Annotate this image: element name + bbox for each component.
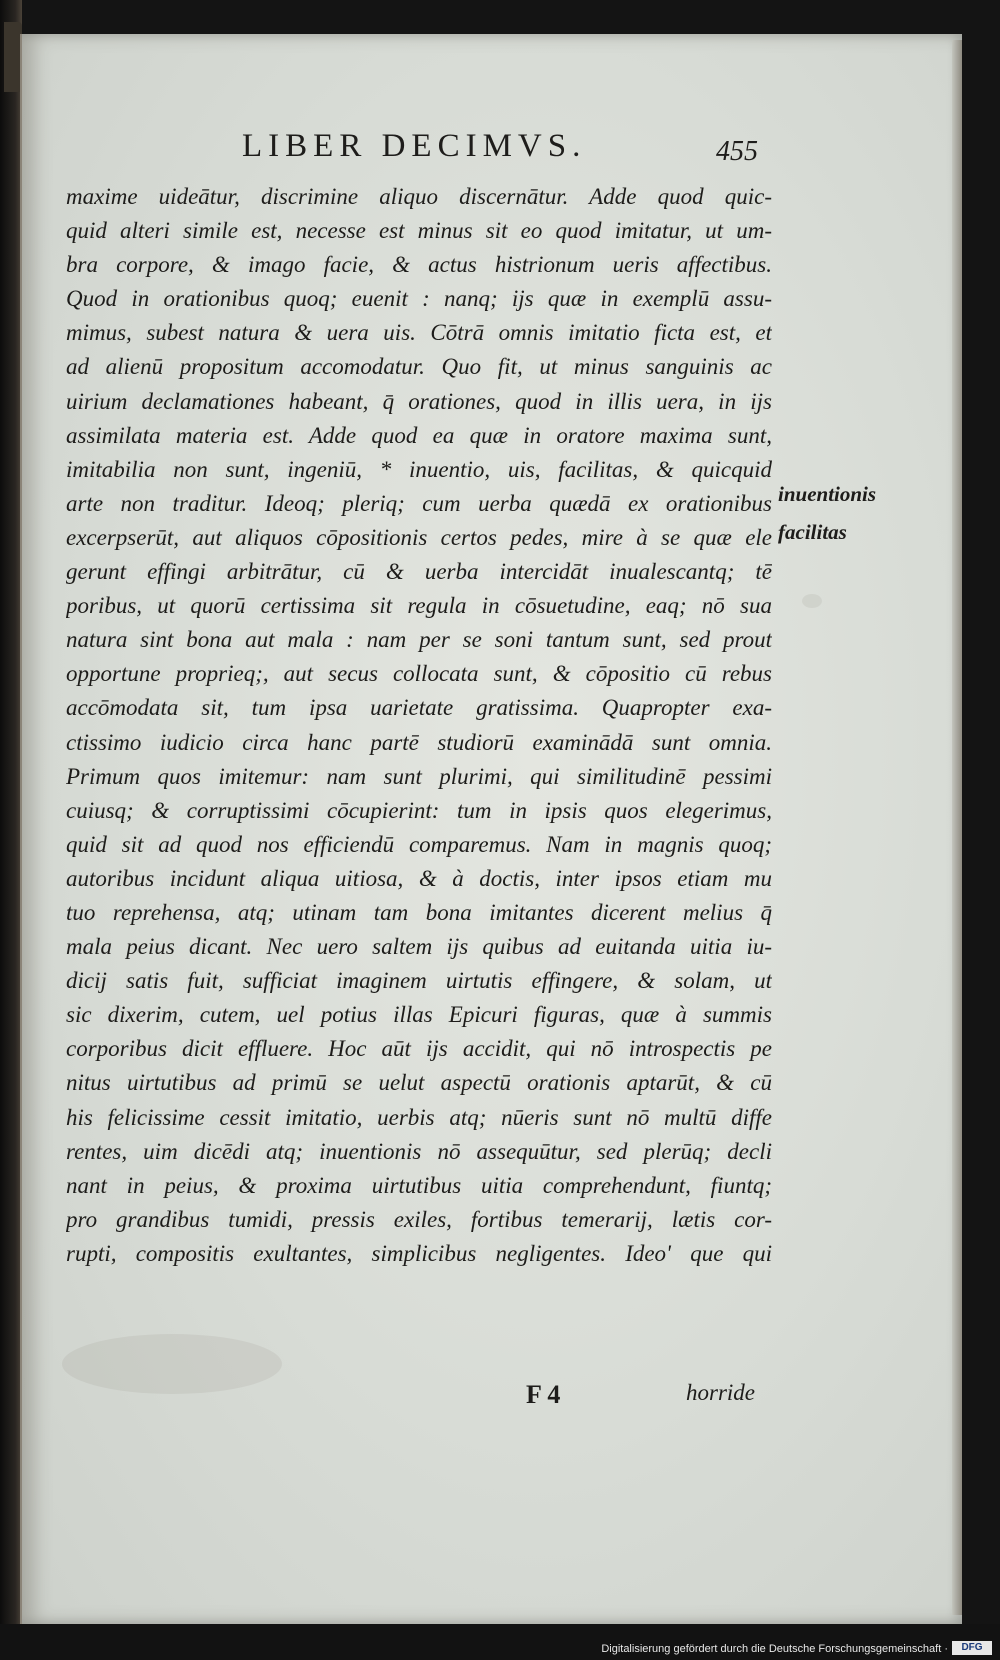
text-line: assimilata materia est. Adde quod ea quæ in oratore maxima sunt, <box>66 422 772 448</box>
text-line: ctissimo iudicio circa hanc partē studiorū examinādā sunt omnia. <box>66 729 772 755</box>
text-line: corporibus dicit effluere. Hoc aūt ijs accidit, qui nō introspectis pe <box>66 1036 772 1062</box>
catchword: horride <box>686 1380 755 1405</box>
text-line: natura sint bona aut mala : nam per se soni tantum sunt, sed prout <box>66 627 772 653</box>
text-line: his felicissime cessit imitatio, uerbis atq; nūeris sunt nō multū diffe <box>66 1104 772 1130</box>
text-line: rupti, compositis exultantes, simplicibus negligentes. Ideo' que qui <box>66 1240 772 1266</box>
text-line: nitus uirtutibus ad primū se uelut aspectū orationis aptarūt, & cū <box>66 1070 772 1096</box>
paper-stain <box>62 1334 282 1394</box>
signature-mark: F 4 <box>526 1380 561 1409</box>
page-edge <box>952 40 962 1615</box>
text-line: sic dixerim, cutem, uel potius illas Epicuri figuras, quæ à summis <box>66 1002 772 1028</box>
text-line: mala peius dicant. Nec uero saltem ijs quibus ad euitanda uitia iu- <box>66 934 772 960</box>
text-line: ad alienū propositum accomodatur. Quo fit, ut minus sanguinis ac <box>66 354 772 380</box>
text-line: cuiusq; & corruptissimi cōcupierint: tum in ipsis quos elegerimus, <box>66 797 772 823</box>
page-number: 455 <box>716 136 758 167</box>
paper-stain <box>802 594 822 608</box>
text-line: excerpserūt, aut aliquos cōpositionis certos pedes, mire à se quæ ele <box>66 524 772 550</box>
text-line: uirium declamationes habeant, q̄ orationes, quod in illis uera, in ijs <box>66 388 772 414</box>
text-line: opportune proprieq;, aut secus collocata sunt, & cōpositio cū rebus <box>66 661 772 687</box>
text-line: poribus, ut quorū certissima sit regula in cōsuetudine, eaq; nō sua <box>66 593 772 619</box>
text-line: imitabilia non sunt, ingeniū, * inuentio, uis, facilitas, & quicquid <box>66 456 772 482</box>
text-line: dicij satis fuit, sufficiat imaginem uirtutis effingere, & solam, ut <box>66 968 772 994</box>
marginal-note: facilitas <box>778 520 847 544</box>
marginal-note: inuentionis <box>778 482 877 506</box>
text-line: autoribus incidunt aliqua uitiosa, & à doctis, inter ipsos etiam mu <box>66 865 772 891</box>
text-line: quid alteri simile est, necesse est minus sit eo quod imitatur, ut um- <box>66 218 772 244</box>
text-line: pro grandibus tumidi, pressis exiles, fortibus temerarij, lætis cor- <box>66 1206 772 1232</box>
text-line: rentes, uim dicēdi atq; inuentionis nō assequūtur, sed plerūq; decli <box>66 1138 772 1164</box>
text-line: accōmodata sit, tum ipsa uarietate gratissima. Quapropter exa- <box>66 695 772 721</box>
text-line: quid sit ad quod nos efficiendū comparemus. Nam in magnis quoq; <box>66 831 772 857</box>
dfg-logo: DFG <box>952 1641 992 1655</box>
text-block <box>66 180 772 1271</box>
digitization-credit: Digitalisierung gefördert durch die Deutsche Forschungsgemeinschaft · <box>601 1643 948 1655</box>
text-line: arte non traditur. Ideoq; pleriq; cum uerba quædā ex orationibus <box>66 490 772 516</box>
text-line: nant in peius, & proxima uirtutibus uitia comprehendunt, fiuntq; <box>66 1172 772 1198</box>
text-line: bra corpore, & imago facie, & actus histrionum ueris affectibus. <box>66 252 772 278</box>
text-line: mimus, subest natura & uera uis. Cōtrā omnis imitatio ficta est, et <box>66 320 772 346</box>
text-line: Primum quos imitemur: nam sunt plurimi, qui similitudinē pessimi <box>66 763 772 789</box>
text-line: maxime uideātur, discrimine aliquo discernātur. Adde quod quic- <box>66 184 772 209</box>
running-head: LIBER DECIMVS. <box>242 128 587 164</box>
book-binding-edge <box>0 0 22 1660</box>
text-line: Quod in orationibus quoq; euenit : nanq; ijs quæ in exemplū assu- <box>66 286 772 312</box>
text-line: gerunt effingi arbitrātur, cū & uerba intercidāt inualescantq; tē <box>66 559 772 585</box>
text-line: tuo reprehensa, atq; utinam tam bona imitantes dicerent melius q̄ <box>66 899 772 925</box>
